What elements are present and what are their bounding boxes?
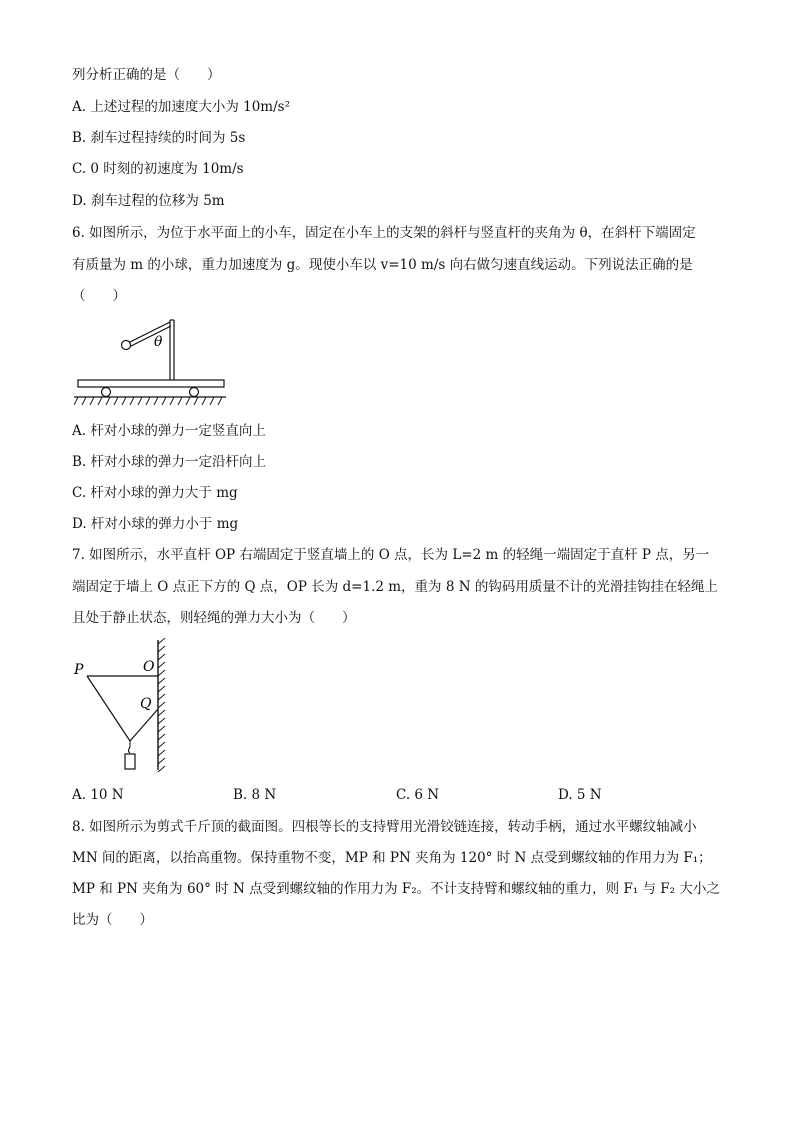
q5-option-b: B. 刹车过程持续的时间为 5s bbox=[72, 130, 246, 146]
theta-label: θ bbox=[154, 334, 163, 350]
q8-stem-line1: 8. 如图所示为剪式千斤顶的截面图。四根等长的支持臂用光滑铰链连接，转动手柄，通过水平螺纹轴减小 bbox=[72, 819, 697, 835]
q7-options bbox=[0, 787, 794, 805]
q5-stem-tail: 列分析正确的是（ ） bbox=[72, 67, 221, 83]
cart-figure bbox=[74, 312, 234, 412]
q7-option-a: A. 10 N bbox=[72, 787, 124, 803]
q6-option-d: D. 杆对小球的弹力小于 mg bbox=[72, 516, 239, 532]
q6-stem-line2: 有质量为 m 的小球，重力加速度为 g。现使小车以 v=10 m/s 向右做匀速直线运动。下列说法正确的是 bbox=[72, 257, 693, 273]
q7-stem-line2: 端固定于墙上 O 点正下方的 Q 点，OP 长为 d=1.2 m，重为 8 N 的钩码用质量不计的光滑挂钩挂在轻绳上 bbox=[72, 579, 718, 595]
point-p-label: P bbox=[74, 662, 84, 678]
q8-stem-line4: 比为（ ） bbox=[72, 912, 153, 928]
q6-option-c: C. 杆对小球的弹力大于 mg bbox=[72, 485, 238, 501]
wall-rope-figure bbox=[70, 638, 180, 778]
q6-stem-line1: 6. 如图所示，为位于水平面上的小车，固定在小车上的支架的斜杆与竖直杆的夹角为 θ，在斜杆下端固定 bbox=[72, 225, 696, 241]
point-q-label: Q bbox=[140, 696, 152, 712]
q7-option-d: D. 5 N bbox=[558, 787, 602, 803]
q7-option-c: C. 6 N bbox=[396, 787, 440, 803]
q8-stem-line2: MN 间的距离，以抬高重物。保持重物不变，MP 和 PN 夹角为 120° 时 N 点受到螺纹轴的作用力为 F₁； bbox=[72, 850, 712, 866]
q8-stem-line3: MP 和 PN 夹角为 60° 时 N 点受到螺纹轴的作用力为 F₂。不计支持臂和螺纹轴的重力，则 F₁ 与 F₂ 大小之 bbox=[72, 881, 720, 897]
q6-option-b: B. 杆对小球的弹力一定沿杆向上 bbox=[72, 454, 267, 470]
q7-stem-line1: 7. 如图所示，水平直杆 OP 右端固定于竖直墙上的 O 点，长为 L=2 m 的轻绳一端固定于直杆 P 点，另一 bbox=[72, 547, 710, 563]
q7-option-b: B. 8 N bbox=[233, 787, 277, 803]
q7-stem-line3: 且处于静止状态，则轻绳的弹力大小为（ ） bbox=[72, 610, 356, 626]
q5-option-d: D. 刹车过程的位移为 5m bbox=[72, 193, 225, 209]
q6-stem-line3: （ ） bbox=[72, 288, 126, 304]
q5-option-a: A. 上述过程的加速度大小为 10m/s² bbox=[72, 99, 290, 115]
q5-option-c: C. 0 时刻的初速度为 10m/s bbox=[72, 161, 244, 177]
q6-option-a: A. 杆对小球的弹力一定竖直向上 bbox=[72, 423, 266, 439]
point-o-label: O bbox=[143, 659, 155, 675]
